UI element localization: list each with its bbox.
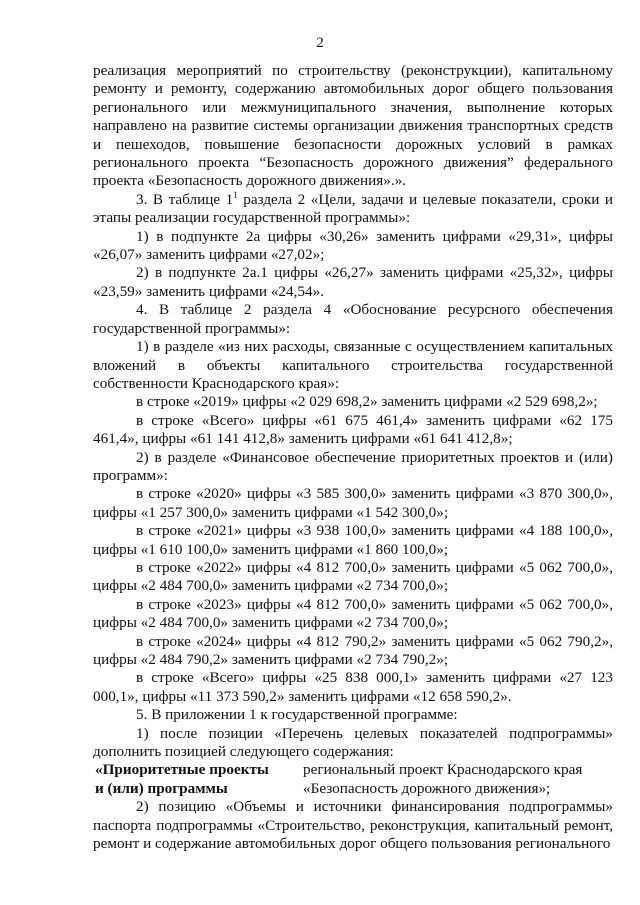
superscript: 1 bbox=[233, 189, 238, 200]
paragraph: в строке «2021» цифры «3 938 100,0» заменить цифрами «4 188 100,0», цифры «1 610 100,0» заменить цифрами «1 860 100,0»; bbox=[93, 522, 613, 558]
paragraph: 5. В приложении 1 к государственной программе: bbox=[136, 706, 458, 724]
paragraph: в строке «Всего» цифры «25 838 000,1» заменить цифрами «27 123 000,1», цифры «11 373 590,2» заменить цифрами «12 658 590,2». bbox=[93, 669, 613, 705]
position-value bbox=[293, 761, 613, 798]
document-body bbox=[93, 62, 613, 853]
position-value-line: «Безопасность дорожного движения»; bbox=[303, 779, 551, 797]
inserted-position-row bbox=[93, 761, 613, 798]
paragraph: в строке «Всего» цифры «61 675 461,4» заменить цифрами «62 175 461,4», цифры «61 141 412,8» заменить цифрами «61 641 412,8»; bbox=[93, 411, 613, 448]
paragraph: 1) в подпункте 2а цифры «30,26» заменить цифрами «29,31», цифры «26,07» заменить цифрами «27,02»; bbox=[93, 227, 613, 264]
paragraph: 2) позицию «Объемы и источники финансирования подпрограммы» паспорта подпрограммы «Строительство, реконструкция, капитальный ремонт, ремонт и содержание автомобильных дорог общего пользования регионального bbox=[93, 798, 613, 853]
paragraph: в строке «2023» цифры «4 812 700,0» заменить цифрами «5 062 700,0», цифры «2 484 700,0» заменить цифрами «2 734 700,0»; bbox=[93, 595, 613, 632]
paragraph bbox=[93, 191, 613, 228]
paragraph: 4. В таблице 2 раздела 4 «Обоснование ресурсного обеспечения государственной программы»: bbox=[93, 301, 613, 337]
paragraph: в строке «2024» цифры «4 812 790,2» заменить цифрами «5 062 790,2», цифры «2 484 790,2» заменить цифрами «2 734 790,2»; bbox=[93, 632, 613, 668]
position-title-line: и (или) программы bbox=[95, 779, 228, 797]
paragraph-text: раздела 2 «Цели, задачи и целевые показатели, сроки и этапы реализации государственной программы»: bbox=[93, 190, 613, 227]
paragraph: 1) в разделе «из них расходы, связанные с осуществлением капитальных вложений в объекты капитального строительства государственной собственности Краснодарского края»: bbox=[93, 338, 613, 392]
paragraph: 2) в подпункте 2а.1 цифры «26,27» заменить цифрами «25,32», цифры «23,59» заменить цифрами «24,54». bbox=[93, 264, 613, 300]
position-title bbox=[93, 761, 293, 798]
paragraph: 1) после позиции «Перечень целевых показателей подпрограммы» дополнить позицией следующего содержания: bbox=[93, 724, 613, 761]
position-value-line: региональный проект Краснодарского края bbox=[303, 761, 583, 779]
paragraph: 2) в разделе «Финансовое обеспечение приоритетных проектов и (или) программ»: bbox=[93, 448, 613, 484]
paragraph: реализация мероприятий по строительству (реконструкции), капитальному ремонту и ремонту, содержанию автомобильных дорог общего пользования регионального или межмуниципального значения, выполнение которых направлено на развитие системы организации движения транспортных средств и пешеходов, повышение безопасности дорожных условий в рамках регионального проекта “Безопасность дорожного движения” федерального проекта «Безопасность дорожного движения».». bbox=[93, 62, 613, 190]
position-title-line: «Приоритетные проекты bbox=[95, 761, 269, 779]
page-number: 2 bbox=[316, 34, 324, 51]
paragraph: в строке «2019» цифры «2 029 698,2» заменить цифрами «2 529 698,2»; bbox=[136, 393, 598, 411]
paragraph-text: 3. В таблице 1 bbox=[136, 190, 234, 208]
paragraph: в строке «2022» цифры «4 812 700,0» заменить цифрами «5 062 700,0», цифры «2 484 700,0» заменить цифрами «2 734 700,0»; bbox=[93, 558, 613, 595]
paragraph: в строке «2020» цифры «3 585 300,0» заменить цифрами «3 870 300,0», цифры «1 257 300,0» заменить цифрами «1 542 300,0»; bbox=[93, 485, 613, 521]
